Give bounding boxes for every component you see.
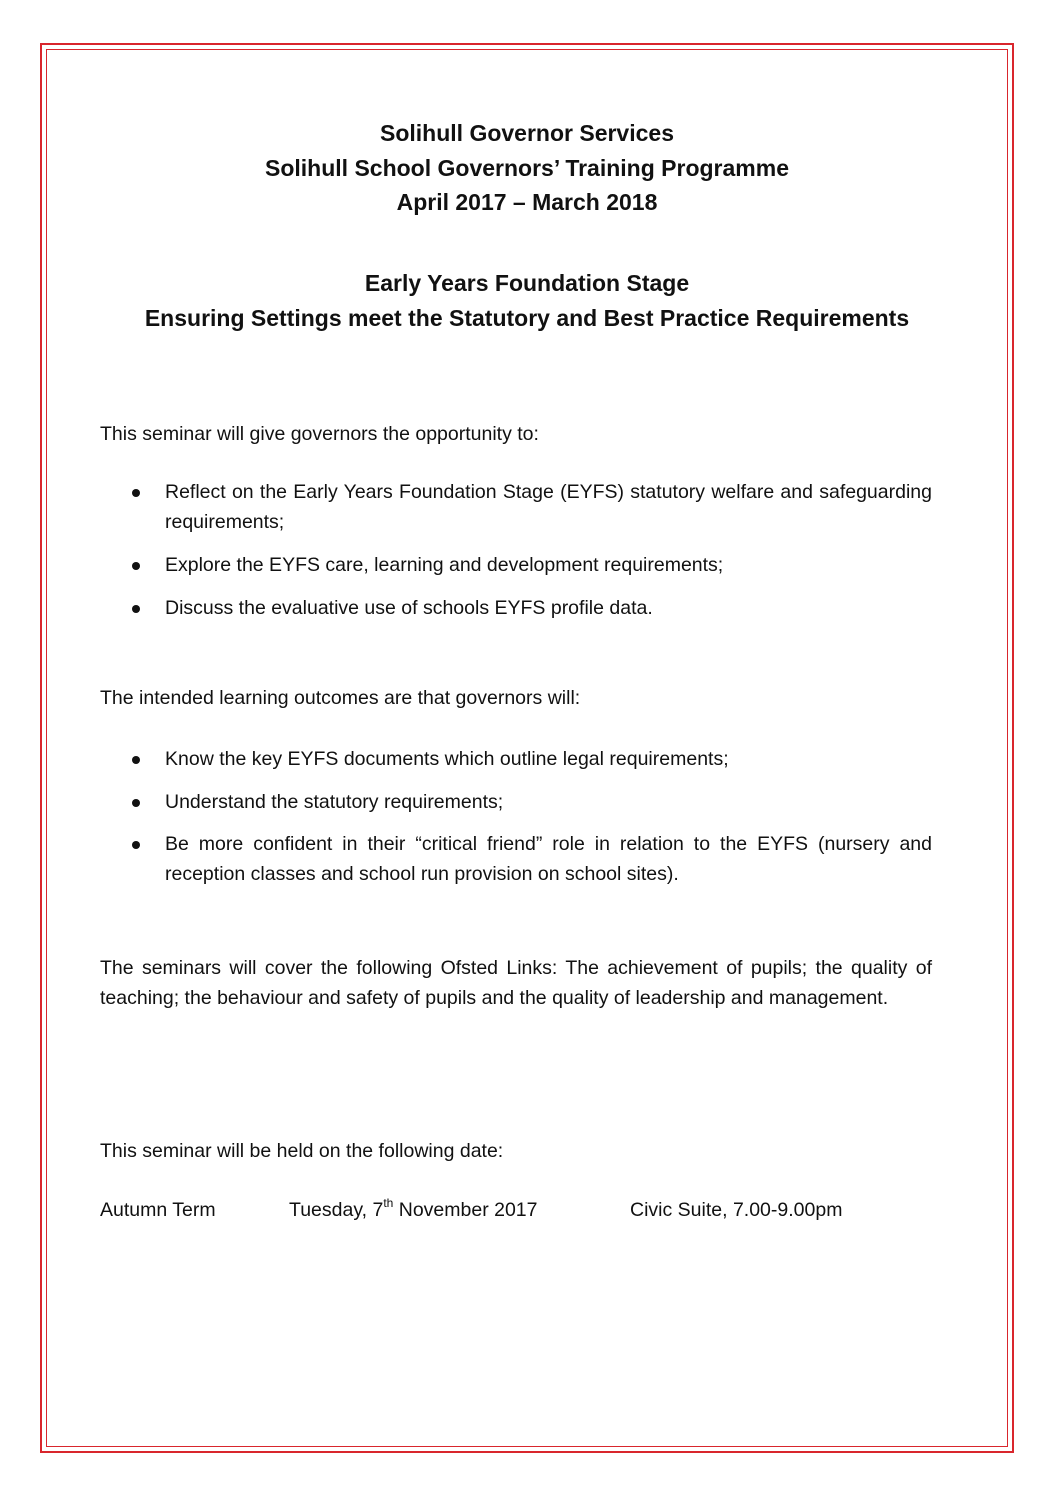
schedule-day-rest: November 2017 xyxy=(393,1199,538,1221)
list-item-text: Know the key EYFS documents which outline legal requirements; xyxy=(165,748,729,770)
schedule-term: Autumn Term xyxy=(100,1199,216,1221)
list-item xyxy=(100,830,932,889)
seminar-title: Early Years Foundation Stage xyxy=(364,270,690,296)
bullet-icon xyxy=(132,841,140,849)
schedule-day-prefix: Tuesday, 7 xyxy=(289,1199,384,1221)
bullet-icon xyxy=(132,756,140,764)
bullet-icon xyxy=(132,562,140,570)
list-item xyxy=(100,788,932,818)
list-item-text: Reflect on the Early Years Foundation Stage (EYFS) statutory welfare and safeguarding requirements; xyxy=(165,481,932,533)
document-header xyxy=(46,116,1008,220)
programme-title: Solihull School Governors’ Training Programme xyxy=(265,154,789,181)
list-item xyxy=(100,551,932,581)
ofsted-links-paragraph: The seminars will cover the following Ofsted Links: The achievement of pupils; the quality of teaching; the behaviour and safety of pupils and the quality of leadership and management. xyxy=(100,957,932,1009)
list-item-text: Understand the statutory requirements; xyxy=(165,790,504,813)
schedule-intro: This seminar will be held on the following date: xyxy=(100,1140,504,1162)
bullet-icon xyxy=(132,489,140,497)
schedule-day-suffix: th xyxy=(383,1196,394,1210)
programme-period: April 2017 – March 2018 xyxy=(396,189,658,215)
schedule-venue: Civic Suite, 7.00-9.00pm xyxy=(630,1199,843,1221)
opportunity-list xyxy=(100,478,932,623)
list-item xyxy=(100,594,932,624)
opportunity-intro: This seminar will give governors the opportunity to: xyxy=(100,423,539,445)
seminar-heading xyxy=(46,266,1008,335)
org-name: Solihull Governor Services xyxy=(380,120,674,146)
list-item-text: Be more confident in their “critical friend” role in relation to the EYFS (nursery and reception classes and school run provision on school sites). xyxy=(165,833,932,885)
schedule-date xyxy=(289,1196,538,1226)
list-item-text: Explore the EYFS care, learning and development requirements; xyxy=(165,554,724,576)
bullet-icon xyxy=(132,799,140,807)
seminar-subtitle: Ensuring Settings meet the Statutory and Best Practice Requirements xyxy=(144,304,910,331)
outcomes-intro: The intended learning outcomes are that governors will: xyxy=(100,687,581,709)
bullet-icon xyxy=(132,605,140,613)
list-item xyxy=(100,478,932,537)
outcomes-list xyxy=(100,745,932,889)
list-item xyxy=(100,745,932,775)
list-item-text: Discuss the evaluative use of schools EYFS profile data. xyxy=(165,596,653,619)
